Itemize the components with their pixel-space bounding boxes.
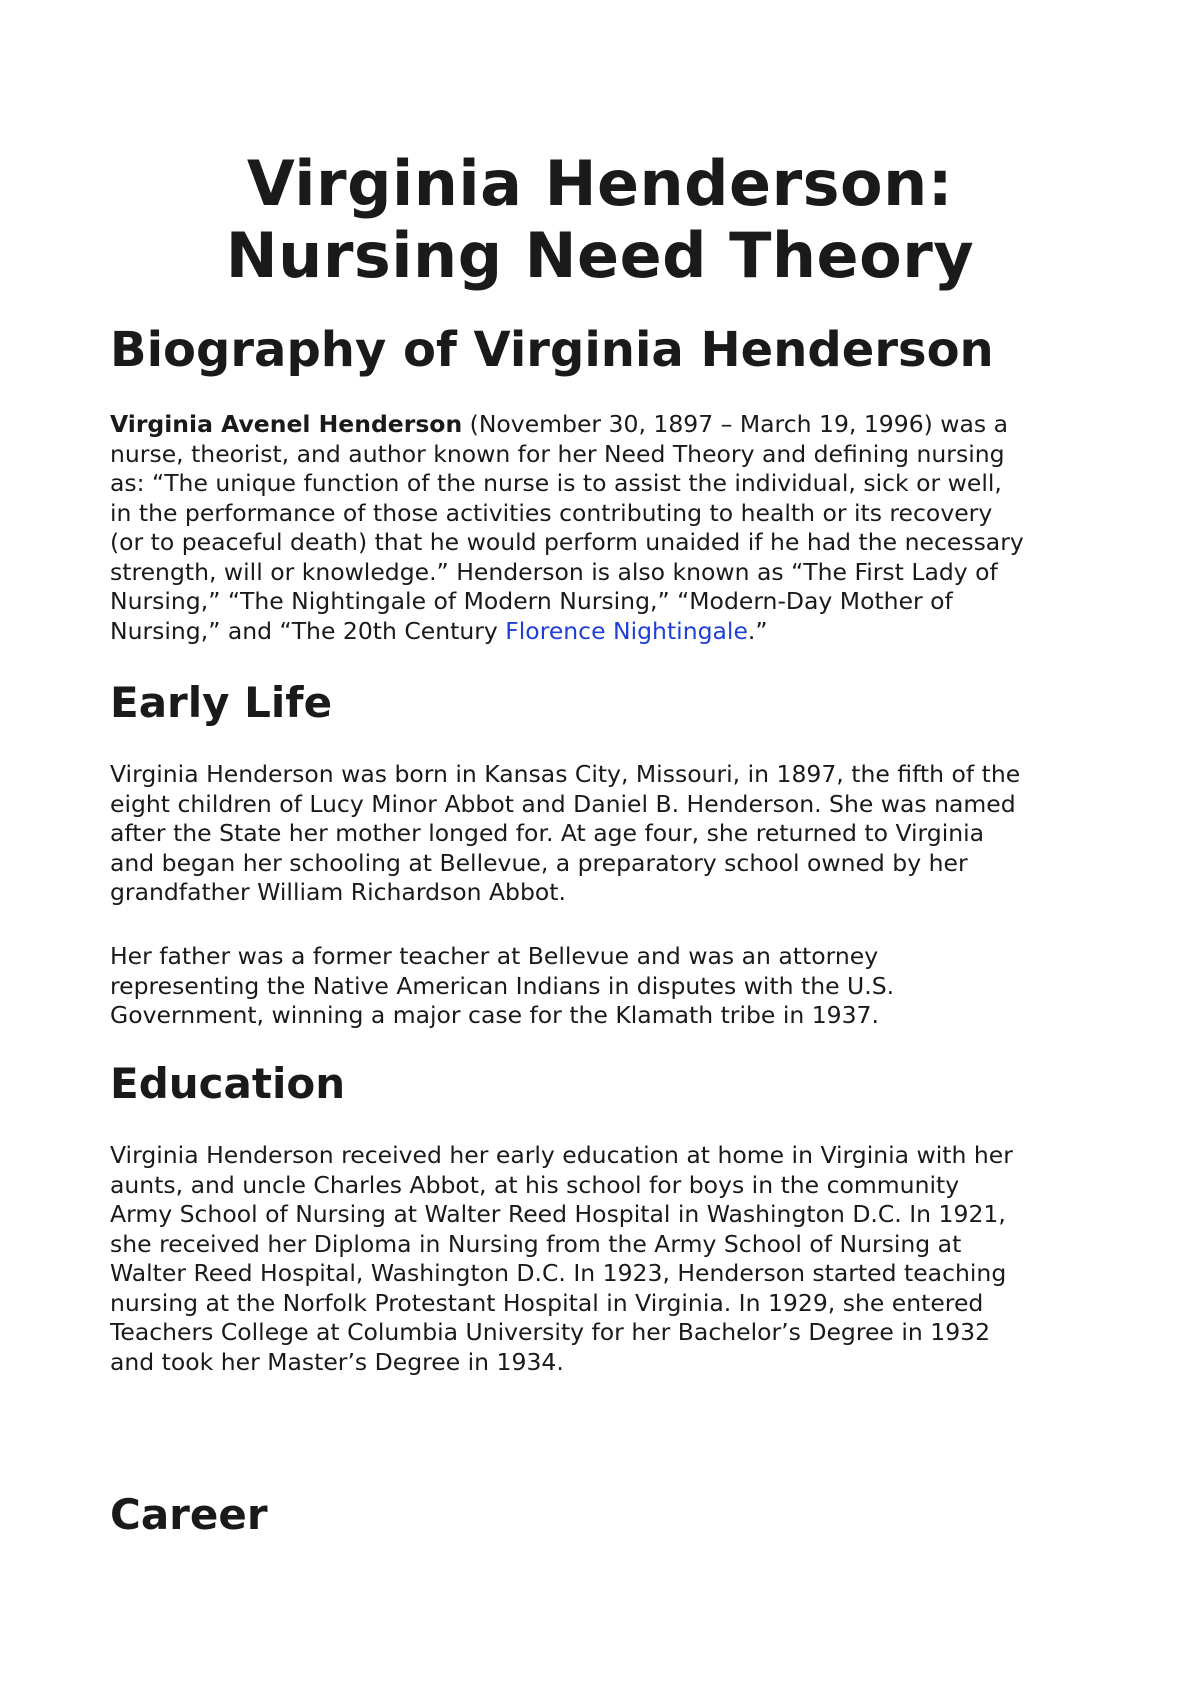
biography-line bbox=[110, 410, 1110, 440]
career-heading: Career bbox=[110, 1490, 268, 1539]
biography-line: as: “The unique function of the nurse is to assist the individual, sick or well, bbox=[110, 469, 1002, 497]
early-life-line: eight children of Lucy Minor Abbot and Daniel B. Henderson. She was named bbox=[110, 789, 1016, 818]
education-paragraph bbox=[110, 1141, 1110, 1377]
florence-nightingale-link[interactable]: Florence Nightingale bbox=[505, 616, 748, 645]
education-line: nursing at the Norfolk Protestant Hospital in Virginia. In 1929, she entered bbox=[110, 1288, 984, 1317]
early-life-heading: Early Life bbox=[110, 678, 333, 727]
biography-line bbox=[110, 617, 1110, 647]
biography-heading: Biography of Virginia Henderson bbox=[110, 322, 994, 378]
biography-paragraph bbox=[110, 410, 1110, 646]
biography-line: in the performance of those activities contributing to health or its recovery bbox=[110, 498, 993, 527]
early-life-line: after the State her mother longed for. At age four, she returned to Virginia bbox=[110, 819, 985, 847]
early-life-line: Government, winning a major case for the Klamath tribe in 1937. bbox=[110, 1001, 879, 1029]
education-line: and took her Master’s Degree in 1934. bbox=[110, 1347, 564, 1376]
biography-name: Virginia Avenel Henderson bbox=[110, 410, 463, 438]
title-line-2: Nursing Need Theory bbox=[225, 219, 975, 292]
biography-line: nurse, theorist, and author known for her Need Theory and defining nursing bbox=[110, 439, 1005, 468]
early-life-paragraph-2 bbox=[110, 942, 1110, 1031]
document-title bbox=[100, 148, 1100, 292]
education-line: aunts, and uncle Charles Abbot, at his school for boys in the community bbox=[110, 1170, 960, 1199]
education-line: Teachers College at Columbia University for her Bachelor’s Degree in 1932 bbox=[110, 1318, 991, 1346]
title-line-1: Virginia Henderson: bbox=[246, 147, 954, 220]
early-life-line: and began her schooling at Bellevue, a preparatory school owned by her bbox=[110, 848, 968, 877]
education-line: Walter Reed Hospital, Washington D.C. In 1923, Henderson started teaching bbox=[110, 1259, 1007, 1287]
early-life-line: representing the Native American Indians in disputes with the U.S. bbox=[110, 971, 895, 1000]
early-life-line: Virginia Henderson was born in Kansas City, Missouri, in 1897, the fifth of the bbox=[110, 760, 1021, 788]
early-life-line: grandfather William Richardson Abbot. bbox=[110, 878, 566, 906]
education-heading: Education bbox=[110, 1059, 346, 1108]
biography-last-prefix: Nursing,” and “The 20th Century bbox=[110, 616, 506, 645]
education-line: she received her Diploma in Nursing from the Army School of Nursing at bbox=[110, 1229, 962, 1258]
education-line: Virginia Henderson received her early education at home in Virginia with her bbox=[110, 1141, 1013, 1169]
education-line: Army School of Nursing at Walter Reed Hospital in Washington D.C. In 1921, bbox=[110, 1200, 1006, 1228]
biography-line-1-rest: (November 30, 1897 – March 19, 1996) was a bbox=[462, 410, 1009, 438]
biography-line: Nursing,” “The Nightingale of Modern Nursing,” “Modern-Day Mother of bbox=[110, 587, 953, 615]
early-life-paragraph-1 bbox=[110, 760, 1110, 908]
early-life-line: Her father was a former teacher at Bellevue and was an attorney bbox=[110, 942, 879, 970]
biography-line: (or to peaceful death) that he would perform unaided if he had the necessary bbox=[110, 528, 1024, 556]
biography-line: strength, will or knowledge.” Henderson is also known as “The First Lady of bbox=[110, 557, 998, 586]
biography-last-suffix: .” bbox=[747, 616, 768, 645]
